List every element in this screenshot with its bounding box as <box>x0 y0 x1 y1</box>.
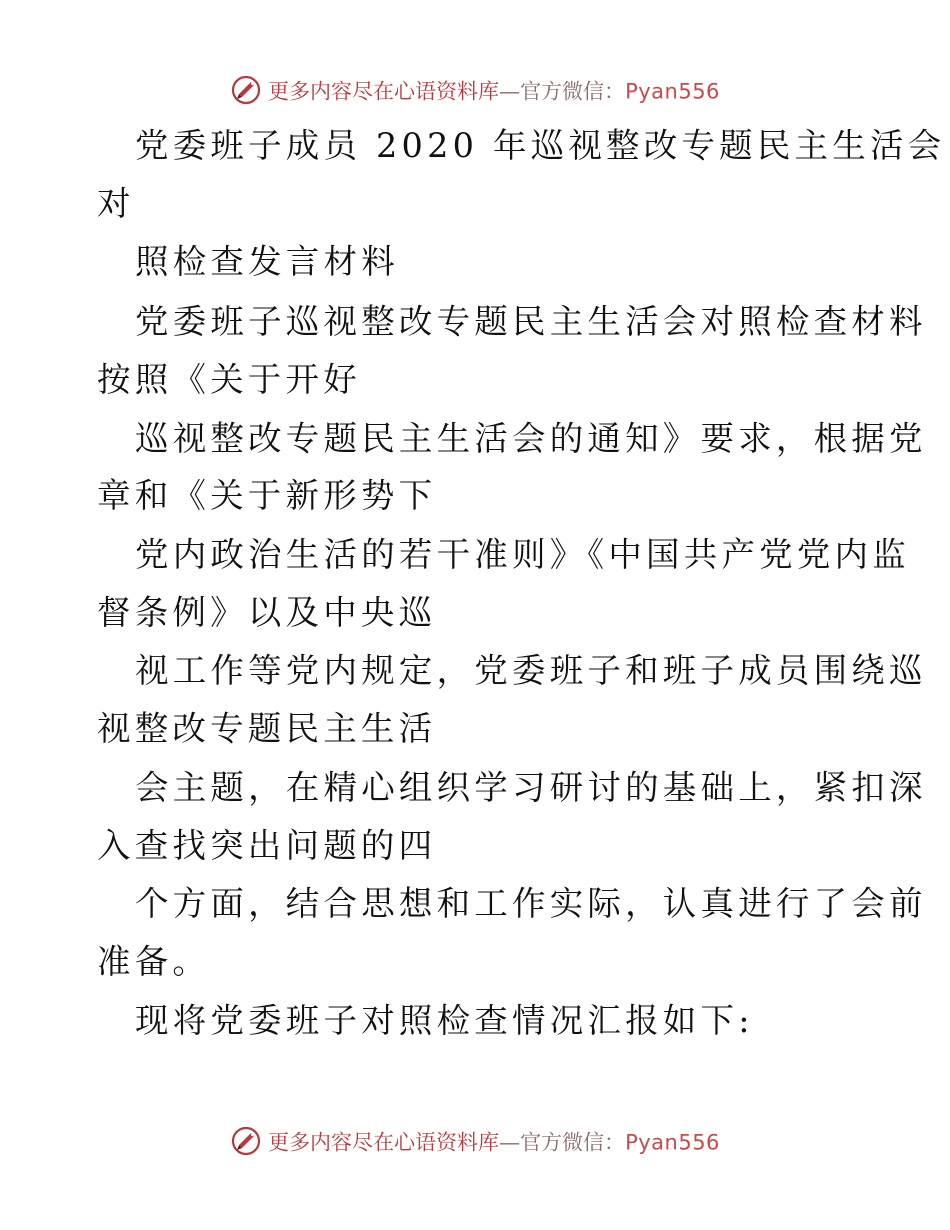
brand-logo-icon <box>230 1125 262 1157</box>
watermark-wechat-id: Pyan556 <box>625 79 720 104</box>
header-watermark <box>0 75 950 105</box>
title-line-2: 对 <box>97 184 135 223</box>
paragraph-line: 入查找突出问题的四 <box>97 826 437 865</box>
paragraph-line: 按照《关于开好 <box>97 360 361 399</box>
paragraph-line: 视工作等党内规定，党委班子和班子成员围绕巡 <box>135 651 927 690</box>
watermark-official-label: 官方微信： <box>520 1130 626 1155</box>
paragraph-line: 准备。 <box>97 942 211 981</box>
paragraph-line: 会主题，在精心组织学习研讨的基础上，紧扣深 <box>135 768 927 807</box>
paragraph-line: 巡视整改专题民主生活会的通知》要求，根据党 <box>135 419 927 458</box>
watermark-text: 更多内容尽在心语资料库 <box>268 1130 500 1155</box>
watermark-separator: — <box>499 1130 521 1155</box>
paragraph-line: 党委班子巡视整改专题民主生活会对照检查材料 <box>135 302 927 341</box>
paragraph-line: 现将党委班子对照检查情况汇报如下: <box>135 1001 754 1040</box>
paragraph-line: 督条例》以及中央巡 <box>97 593 437 632</box>
paragraph-line: 章和《关于新形势下 <box>97 476 437 515</box>
watermark-official-label: 官方微信： <box>520 79 626 104</box>
watermark-text: 更多内容尽在心语资料库 <box>268 79 500 104</box>
title-line-3: 照检查发言材料 <box>135 242 399 281</box>
brand-logo-icon <box>230 74 262 106</box>
watermark-separator: — <box>499 79 521 104</box>
title-line-1: 党委班子成员 2020 年巡视整改专题民主生活会 <box>135 126 946 165</box>
paragraph-line: 视整改专题民主生活 <box>97 709 437 748</box>
paragraph-line: 党内政治生活的若干准则》《中国共产党党内监 <box>135 535 910 574</box>
footer-watermark <box>0 1126 950 1156</box>
watermark-wechat-id: Pyan556 <box>625 1130 720 1155</box>
paragraph-line: 个方面，结合思想和工作实际，认真进行了会前 <box>135 884 927 923</box>
